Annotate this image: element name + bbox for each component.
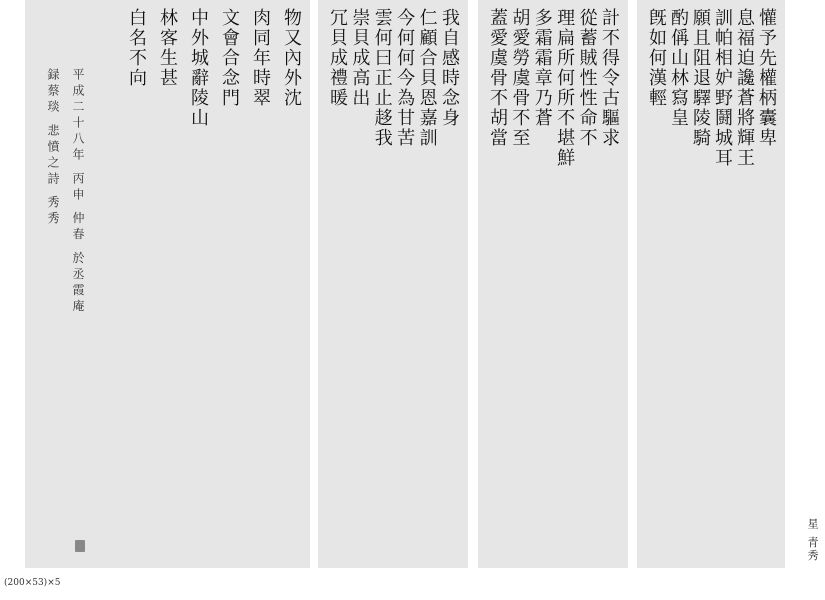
text-column: 多霜霜章乃蒼 <box>531 8 553 128</box>
text-column: 我自感時念身 <box>438 8 460 128</box>
panel-columns <box>645 8 777 560</box>
calligraphy-panel-4 <box>25 0 310 568</box>
text-column: 願且阻退驛陵騎 <box>690 8 711 148</box>
text-column: 蓋愛虞骨不胡當 <box>487 8 508 148</box>
inscription-line: 録蔡琰 悲憤之詩 秀秀 <box>46 68 60 228</box>
text-column: 訓帕相妒野鬪城耳 <box>712 8 733 168</box>
text-column: 懽予先權柄囊卑 <box>756 8 777 148</box>
calligraphy-panel-1 <box>637 0 785 568</box>
panel-columns <box>486 8 620 560</box>
text-column: 林客生甚 <box>157 8 178 88</box>
text-column: 物又內外沈 <box>281 8 302 108</box>
text-column: 胡愛勞虞骨不至 <box>509 8 531 148</box>
artist-seal <box>75 540 85 552</box>
inscription-line: 平成二十八年 丙申 仲春 於丞霞庵 <box>71 68 85 316</box>
text-column: 文會合念門 <box>219 8 240 108</box>
text-column: 中外城辭陵山 <box>188 8 209 128</box>
text-column: 計不得令古驅求 <box>598 8 620 148</box>
text-column: 理扁所何所不堪鮮 <box>554 8 576 168</box>
dimensions-caption: (200×53)×5 <box>4 578 61 588</box>
text-column: 旣如何漢輕 <box>646 8 667 108</box>
inscription <box>45 68 87 558</box>
text-column: 仁顧合貝恩嘉訓 <box>416 8 438 148</box>
panel-columns <box>125 8 302 560</box>
text-column: 息福迫讒蒼將輝王 <box>734 8 755 168</box>
text-column: 今何何今為甘苦 <box>394 8 416 148</box>
calligraphy-panel-2 <box>478 0 628 568</box>
artist-name: 星 青秀 <box>806 518 819 563</box>
text-column: 酌偁山林寫皇 <box>668 8 689 128</box>
text-column: 崇貝成高出 <box>349 8 371 108</box>
calligraphy-panel-3 <box>318 0 468 568</box>
text-column: 肉同年時翠 <box>250 8 271 108</box>
text-column: 白名不向 <box>126 8 147 88</box>
text-column: 冗貝成禮暖 <box>327 8 348 108</box>
text-column: 從蓄賊性性命不 <box>576 8 598 148</box>
text-column: 雲何曰正止趍我 <box>371 8 393 148</box>
panel-columns <box>326 8 460 560</box>
